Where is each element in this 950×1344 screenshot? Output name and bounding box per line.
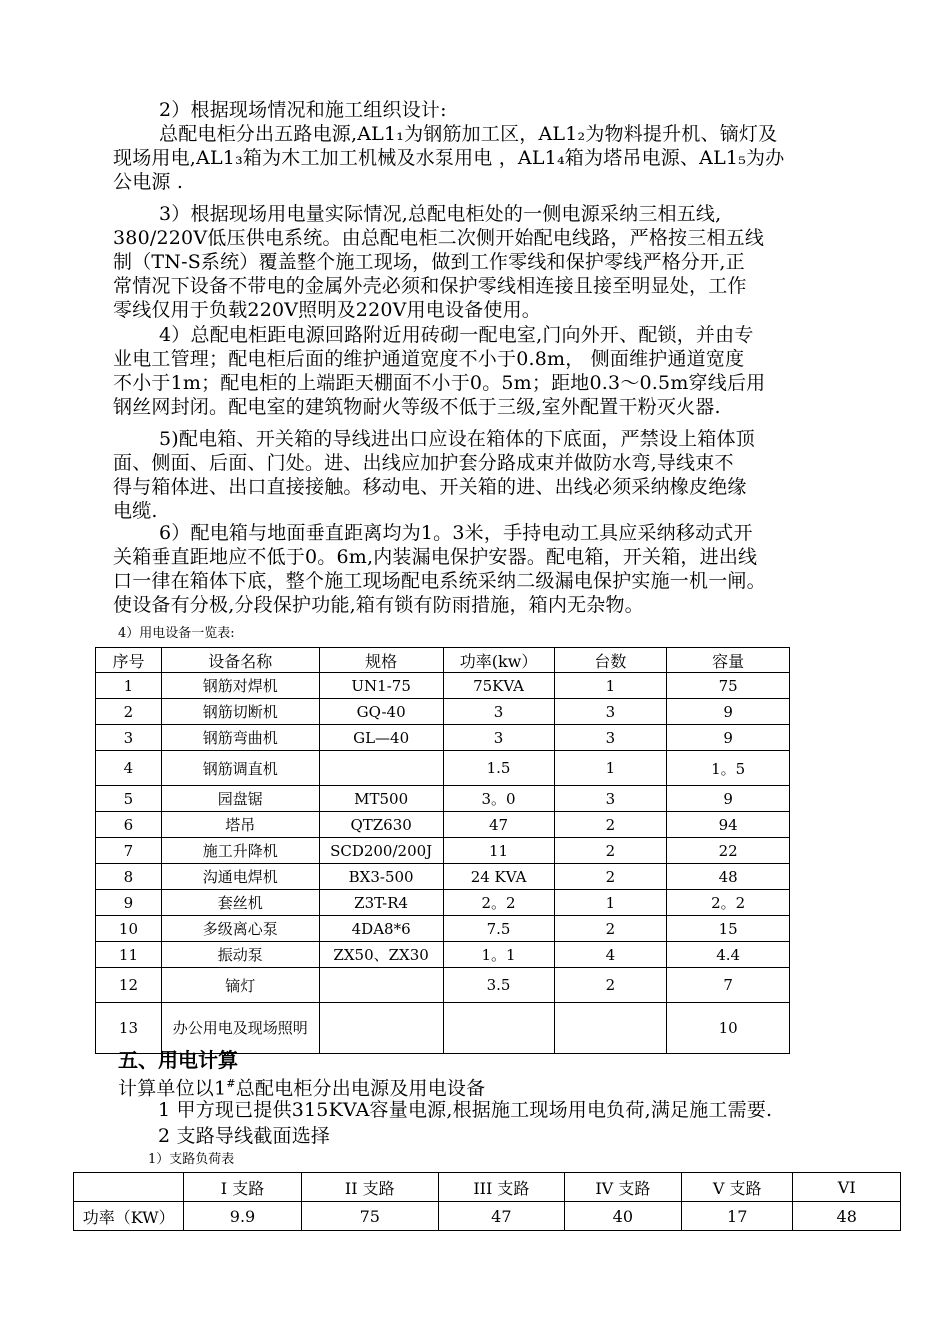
table-row — [96, 890, 790, 916]
table-cell: 11 — [96, 942, 162, 968]
table-row — [96, 786, 790, 812]
text-line: 380/220V低压供电系统。由总配电柜二次侧开始配电线路，严格按三相五线 — [113, 227, 765, 249]
column-header: 容量 — [667, 648, 790, 673]
paragraph-6 — [113, 521, 873, 617]
section-line-3 — [158, 1124, 918, 1148]
table-cell: 94 — [667, 812, 790, 838]
table-cell: 2 — [554, 864, 667, 890]
text-line: 4）总配电柜距电源回路附近用砖砌一配电室,门向外开、配锁，并由专 — [159, 324, 754, 346]
table-cell: 7.5 — [443, 916, 554, 942]
paragraph-3 — [113, 202, 873, 322]
text-line: 常情况下设备不带电的金属外壳必须和保护零线相连接且接至明显处，工作 — [113, 275, 747, 297]
table-row — [96, 838, 790, 864]
table-cell: 5 — [96, 786, 162, 812]
table-cell: 2。2 — [443, 890, 554, 916]
load-value: 17 — [682, 1202, 793, 1231]
text-suffix: 总配电柜分出电源及用电设备 — [235, 1077, 486, 1100]
table-cell: 9 — [96, 890, 162, 916]
load-value: 75 — [301, 1202, 439, 1231]
table-header-row — [96, 648, 790, 673]
text-line: 公电源 . — [113, 171, 184, 193]
table-cell: 钢筋切断机 — [161, 699, 319, 725]
table-cell: GL—40 — [319, 725, 443, 751]
table-cell: 3 — [554, 725, 667, 751]
column-header — [74, 1173, 184, 1202]
table-cell: 3。0 — [443, 786, 554, 812]
text-line: 制（TN-S系统）覆盖整个施工现场，做到工作零线和保护零线严格分开,正 — [113, 251, 745, 273]
table-cell: 套丝机 — [161, 890, 319, 916]
text-line: 2 支路导线截面选择 — [158, 1125, 331, 1147]
table-cell: SCD200/200J — [319, 838, 443, 864]
table-cell: QTZ630 — [319, 812, 443, 838]
text-line: 总配电柜分出五路电源,AL1₁为钢筋加工区，AL1₂为物料提升机、镝灯及 — [159, 123, 778, 145]
table-cell: 1。1 — [443, 942, 554, 968]
text-line — [118, 1072, 878, 1100]
table-cell: 3.5 — [443, 968, 554, 1003]
section-line-2 — [158, 1098, 918, 1122]
load-header-row — [74, 1173, 901, 1202]
table-cell: 2 — [96, 699, 162, 725]
table-cell: 2。2 — [667, 890, 790, 916]
table-cell: 4 — [96, 751, 162, 786]
table-cell — [319, 968, 443, 1003]
table-cell: 4 — [554, 942, 667, 968]
table-cell: 7 — [667, 968, 790, 1003]
row-label: 功率（KW） — [74, 1202, 184, 1231]
load-value: 9.9 — [184, 1202, 301, 1231]
table-cell: 9 — [667, 786, 790, 812]
section-title: 五、用电计算 — [118, 1048, 238, 1072]
table-cell: 11 — [443, 838, 554, 864]
text-line: 得与箱体进、出口直接接触。移动电、开关箱的进、出线必须采纳橡皮绝缘 — [113, 476, 747, 498]
text-line: 不小于1m；配电柜的上端距天棚面不小于0。5m；距地0.3～0.5m穿线后用 — [113, 372, 766, 394]
paragraph-2 — [113, 98, 873, 194]
table-cell: 2 — [554, 916, 667, 942]
table-cell: 12 — [96, 968, 162, 1003]
text-line: 使设备有分极,分段保护功能,箱有锁有防雨措施，箱内无杂物。 — [113, 594, 644, 616]
text-line: 口一律在箱体下底，整个施工现场配电系统采纳二级漏电保护实施一机一闸。 — [113, 570, 766, 592]
table-cell: 1 — [554, 890, 667, 916]
table-cell: 2 — [554, 968, 667, 1003]
table-cell: 2 — [554, 812, 667, 838]
table-cell: 47 — [443, 812, 554, 838]
text-line: 零线仅用于负载220V照明及220V用电设备使用。 — [113, 299, 541, 321]
column-header: 台数 — [554, 648, 667, 673]
table-cell: 1。5 — [667, 751, 790, 786]
table-row — [96, 673, 790, 699]
text-line: 5)配电箱、开关箱的导线进出口应设在箱体的下底面，严禁设上箱体顶 — [159, 428, 755, 450]
table-cell — [554, 1003, 667, 1054]
column-header: VI — [793, 1173, 901, 1202]
column-header: IV 支路 — [564, 1173, 681, 1202]
table-row — [96, 725, 790, 751]
superscript-hash: # — [226, 1077, 236, 1090]
table-cell: UN1-75 — [319, 673, 443, 699]
table-cell: 1 — [96, 673, 162, 699]
table-cell — [443, 1003, 554, 1054]
table-cell: 3 — [443, 725, 554, 751]
table-cell: 1.5 — [443, 751, 554, 786]
table-cell: BX3-500 — [319, 864, 443, 890]
table-cell: 多级离心泵 — [161, 916, 319, 942]
text-line: 关箱垂直距地应不低于0。6m,内装漏电保护安器。配电箱，开关箱，进出线 — [113, 546, 758, 568]
table-row — [96, 699, 790, 725]
table-cell: 10 — [667, 1003, 790, 1054]
table-cell: 24 KVA — [443, 864, 554, 890]
table-cell: 4.4 — [667, 942, 790, 968]
text-line: 3）根据现场用电量实际情况,总配电柜处的一侧电源采纳三相五线, — [159, 203, 722, 225]
table-cell: 75 — [667, 673, 790, 699]
table-cell: 75KVA — [443, 673, 554, 699]
equipment-table-caption: 4）用电设备一览表: — [118, 626, 235, 641]
column-header: II 支路 — [301, 1173, 439, 1202]
table-cell: 10 — [96, 916, 162, 942]
load-value-row — [74, 1202, 901, 1231]
table-cell: 15 — [667, 916, 790, 942]
paragraph-5 — [113, 427, 873, 523]
table-row — [96, 751, 790, 786]
text-line: 现场用电,AL1₃箱为木工加工机械及水泵用电 ，AL1₄箱为塔吊电源、AL1₅为办 — [113, 147, 785, 169]
table-cell: GQ-40 — [319, 699, 443, 725]
table-row — [96, 812, 790, 838]
table-row — [96, 864, 790, 890]
table-cell: 3 — [554, 786, 667, 812]
table-cell: 1 — [554, 673, 667, 699]
table-cell: 2 — [554, 838, 667, 864]
paragraph-4 — [113, 323, 873, 419]
load-table-caption: 1）支路负荷表 — [148, 1152, 235, 1167]
column-header: III 支路 — [439, 1173, 565, 1202]
load-table — [73, 1172, 901, 1231]
text-line: 6）配电箱与地面垂直距离均为1。3米，手持电动工具应采纳移动式开 — [159, 522, 753, 544]
table-cell: 13 — [96, 1003, 162, 1054]
text-line: 业电工管理；配电柜后面的维护通道宽度不小于0.8m， 侧面维护通道宽度 — [113, 348, 745, 370]
text-line: 面、侧面、后面、门处。进、出线应加护套分路成束并做防水弯,导线束不 — [113, 452, 734, 474]
table-cell: 3 — [554, 699, 667, 725]
column-header: 序号 — [96, 648, 162, 673]
table-cell: 钢筋对焊机 — [161, 673, 319, 699]
table-cell — [319, 1003, 443, 1054]
load-value: 40 — [564, 1202, 681, 1231]
load-value: 48 — [793, 1202, 901, 1231]
table-cell: 钢筋弯曲机 — [161, 725, 319, 751]
column-header: V 支路 — [682, 1173, 793, 1202]
table-cell: 22 — [667, 838, 790, 864]
table-row — [96, 916, 790, 942]
table-cell: 园盘锯 — [161, 786, 319, 812]
equipment-table — [95, 647, 790, 1054]
table-cell: 4DA8*6 — [319, 916, 443, 942]
text-prefix: 计算单位以1 — [118, 1077, 227, 1100]
table-cell: 3 — [443, 699, 554, 725]
table-cell: 塔吊 — [161, 812, 319, 838]
text-line: 钢丝网封闭。配电室的建筑物耐火等级不低于三级,室外配置干粉灭火器. — [113, 396, 721, 418]
column-header: 规格 — [319, 648, 443, 673]
table-cell: Z3T-R4 — [319, 890, 443, 916]
table-cell: 3 — [96, 725, 162, 751]
text-line: 2）根据现场情况和施工组织设计: — [159, 99, 447, 121]
section-line-1 — [118, 1072, 878, 1100]
table-cell — [319, 751, 443, 786]
column-header: I 支路 — [184, 1173, 301, 1202]
table-cell: 沟通电焊机 — [161, 864, 319, 890]
text-line: 1 甲方现已提供315KVA容量电源,根据施工现场用电负荷,满足施工需要. — [158, 1099, 773, 1121]
table-cell: 6 — [96, 812, 162, 838]
text-line: 电缆. — [113, 500, 158, 522]
table-cell: 办公用电及现场照明 — [161, 1003, 319, 1054]
table-cell: 9 — [667, 699, 790, 725]
table-row — [96, 968, 790, 1003]
column-header: 功率(kw） — [443, 648, 554, 673]
column-header: 设备名称 — [161, 648, 319, 673]
table-row — [96, 942, 790, 968]
load-value: 47 — [439, 1202, 565, 1231]
table-cell: 48 — [667, 864, 790, 890]
table-cell: 7 — [96, 838, 162, 864]
table-cell: MT500 — [319, 786, 443, 812]
table-cell: 钢筋调直机 — [161, 751, 319, 786]
table-cell: 施工升降机 — [161, 838, 319, 864]
table-cell: 8 — [96, 864, 162, 890]
table-cell: 镝灯 — [161, 968, 319, 1003]
table-cell: ZX50、ZX30 — [319, 942, 443, 968]
table-cell: 1 — [554, 751, 667, 786]
table-cell: 振动泵 — [161, 942, 319, 968]
table-cell: 9 — [667, 725, 790, 751]
